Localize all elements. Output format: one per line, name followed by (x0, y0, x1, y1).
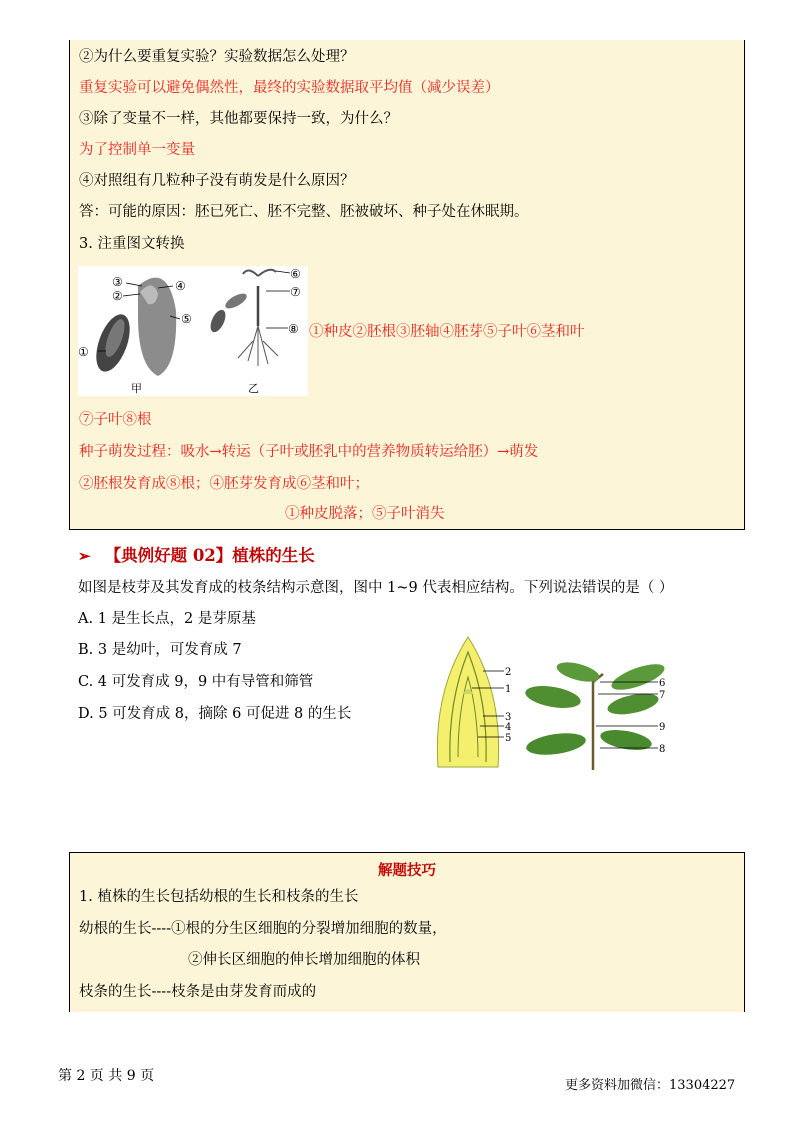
marker-6: ⑥ (290, 267, 301, 281)
marker-1: ① (78, 345, 89, 359)
caption-yi: 乙 (248, 382, 259, 395)
answer-7-8: ⑦子叶⑧根 (79, 412, 152, 428)
arrow-icon: ➢ (78, 547, 91, 565)
bud-label-1: 1 (505, 684, 512, 695)
bud-label-2: 2 (505, 667, 512, 678)
bud-diagram (428, 632, 676, 774)
bud-label-5: 5 (505, 733, 512, 744)
question-2: ②为什么要重复实验？实验数据怎么处理？ (79, 49, 355, 65)
germination-process: 种子萌发过程：吸水→转运（子叶或胚乳中的营养物质转运给胚）→萌发 (79, 444, 539, 460)
marker-4: ④ (175, 279, 186, 293)
marker-5: ⑤ (181, 312, 192, 326)
example-heading (78, 542, 315, 566)
tips-title: 解题技巧 (378, 862, 436, 879)
answer-4: 答：可能的原因：胚已死亡、胚不完整、胚被破坏、种子处在休眠期。 (79, 204, 529, 220)
bud-label-4: 4 (505, 722, 512, 733)
example-title: 【典例好题 02】植株的生长 (104, 546, 315, 565)
branch-label-7: 7 (659, 690, 666, 701)
example-question: 如图是枝芽及其发育成的枝条结构示意图，图中 1~9 代表相应结构。下列说法错误的是（ ） (78, 580, 674, 596)
marker-2: ② (112, 289, 123, 303)
wechat-contact: 更多资料加微信：13304227 (565, 1078, 736, 1093)
section-3-heading: 3. 注重图文转换 (79, 236, 185, 252)
marker-3: ③ (112, 275, 123, 289)
tips-line-4: 枝条的生长----枝条是由芽发育而成的 (79, 984, 317, 1000)
tips-line-3: ②伸长区细胞的伸长增加细胞的体积 (188, 952, 420, 968)
answer-3: 为了控制单一变量 (79, 142, 195, 158)
option-b: B. 3 是幼叶，可发育成 7 (78, 642, 242, 658)
branch-label-8: 8 (659, 744, 666, 755)
answer-box (69, 40, 745, 530)
option-c: C. 4 可发育成 9，9 中有导管和筛管 (78, 674, 314, 690)
bud-label-3: 3 (505, 712, 512, 723)
marker-7: ⑦ (290, 285, 301, 299)
option-a: A. 1 是生长点，2 是芽原基 (78, 611, 256, 627)
caption-jia: 甲 (131, 382, 142, 395)
question-4: ④对照组有几粒种子没有萌发是什么原因？ (79, 173, 355, 189)
figure-answer: ①种皮②胚根③胚轴④胚芽⑤子叶⑥茎和叶 (309, 324, 585, 340)
question-3: ③除了变量不一样，其他都要保持一致，为什么？ (79, 111, 398, 127)
answer-2: 重复实验可以避免偶然性，最终的实验数据取平均值（减少误差） (79, 80, 500, 96)
seed-diagram (78, 266, 308, 396)
branch-label-6: 6 (659, 678, 666, 689)
tips-line-2: 幼根的生长----①根的分生区细胞的分裂增加细胞的数量， (79, 921, 447, 937)
branch-label-9: 9 (659, 722, 666, 733)
development-line: ②胚根发育成⑧根；④胚芽发育成⑥茎和叶； (79, 476, 369, 492)
tips-box (69, 852, 745, 1012)
tips-line-1: 1. 植株的生长包括幼根的生长和枝条的生长 (79, 889, 359, 905)
marker-8: ⑧ (288, 322, 299, 336)
option-d: D. 5 可发育成 8，摘除 6 可促进 8 的生长 (78, 706, 352, 722)
development-line-2: ①种皮脱落；⑤子叶消失 (285, 506, 445, 522)
page-number: 第 2 页 共 9 页 (58, 1068, 155, 1084)
seed-germination-figure (78, 266, 308, 396)
bud-branch-figure (428, 632, 676, 774)
